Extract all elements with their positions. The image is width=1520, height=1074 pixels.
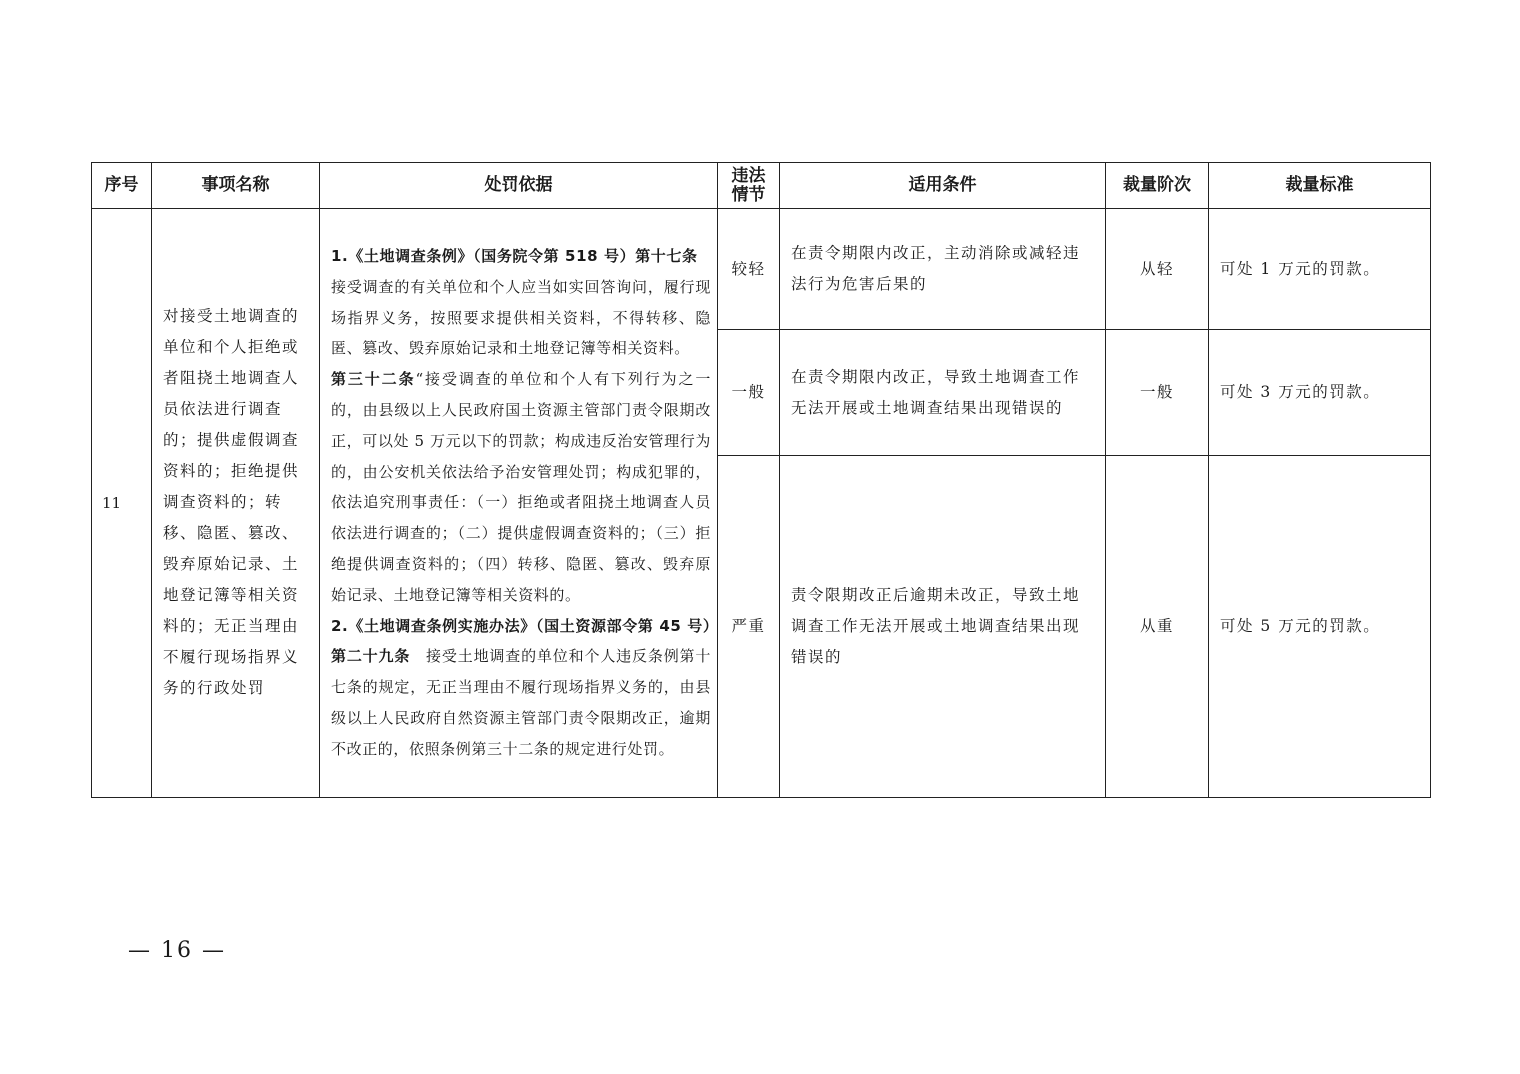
tier-3-level: 从重 [1106,456,1209,798]
tier-1-condition: 在责令期限内改正，主动消除或减轻违法行为危害后果的 [780,209,1106,330]
tier-2-level: 一般 [1106,330,1209,456]
basis-2-heading: 第三十二条 [331,370,416,389]
tier-3-circumstance: 严重 [718,456,780,798]
header-item-name: 事项名称 [152,163,320,209]
tier-3-condition: 责令限期改正后逾期未改正，导致土地调查工作无法开展或土地调查结果出现错误的 [780,456,1106,798]
basis-1-text: 接受调查的有关单位和个人应当如实回答询问，履行现场指界义务，按照要求提供相关资料，不得转移、隐匿、篡改、毁弃原始记录和土地登记簿等相关资料。 [331,247,714,358]
basis-paragraph-2 [331,364,711,610]
header-row [92,163,1431,209]
header-circumstance-line2: 情节 [731,184,766,205]
header-standard: 裁量标准 [1209,163,1431,209]
page-number: — 16 — [128,938,226,963]
basis-3-text: 接受土地调查的单位和个人违反条例第十七条的规定，无正当理由不履行现场指界义务的，由县级以上人民政府自然资源主管部门责令限期改正，逾期不改正的，依照条例第三十二条的规定进行处罚。 [331,647,711,758]
row-basis [320,209,718,798]
tier-2-condition: 在责令期限内改正，导致土地调查工作无法开展或土地调查结果出现错误的 [780,330,1106,456]
table-row [92,209,1431,330]
basis-3-heading: 2.《土地调查条例实施办法》（国土资源部令第 45 号）第二十九条 [331,616,711,666]
header-basis: 处罚依据 [320,163,718,209]
header-circumstance-line1: 违法 [731,165,766,186]
header-level: 裁量阶次 [1106,163,1209,209]
basis-2-text: “接受调查的单位和个人有下列行为之一的，由县级以上人民政府国土资源主管部门责令限期改正，可以处 5 万元以下的罚款；构成违反治安管理行为的，由公安机关依法给予治安管理处罚；构成犯罪的，依法追究刑事责任：（一）拒绝或者阻挠土地调查人员依法进行调查的；（二）提供虚假调查资料的；（三）拒绝提供调查资料的；（四）转移、隐匿、篡改、毁弃原始记录、土地登记簿等相关资料的。 [331,370,711,604]
tier-1-standard: 可处 1 万元的罚款。 [1209,209,1431,330]
tier-1-circumstance: 较轻 [718,209,780,330]
basis-1-heading: 1.《土地调查条例》（国务院令第 518 号）第十七条 [331,247,698,265]
tier-2-standard: 可处 3 万元的罚款。 [1209,330,1431,456]
row-item-name: 对接受土地调查的单位和个人拒绝或者阻挠土地调查人员依法进行调查的；提供虚假调查资料的；拒绝提供调查资料的；转移、隐匿、篡改、毁弃原始记录、土地登记簿等相关资料的；无正当理由不履行现场指界义务的行政处罚 [152,209,320,798]
tier-1-level: 从轻 [1106,209,1209,330]
header-circumstance [718,163,780,209]
tier-3-standard: 可处 5 万元的罚款。 [1209,456,1431,798]
row-seq: 11 [92,209,152,798]
tier-2-circumstance: 一般 [718,330,780,456]
header-condition: 适用条件 [780,163,1106,209]
header-seq: 序号 [92,163,152,209]
basis-paragraph-1 [331,241,714,364]
basis-paragraph-3 [331,611,711,765]
penalty-table [91,162,1431,798]
